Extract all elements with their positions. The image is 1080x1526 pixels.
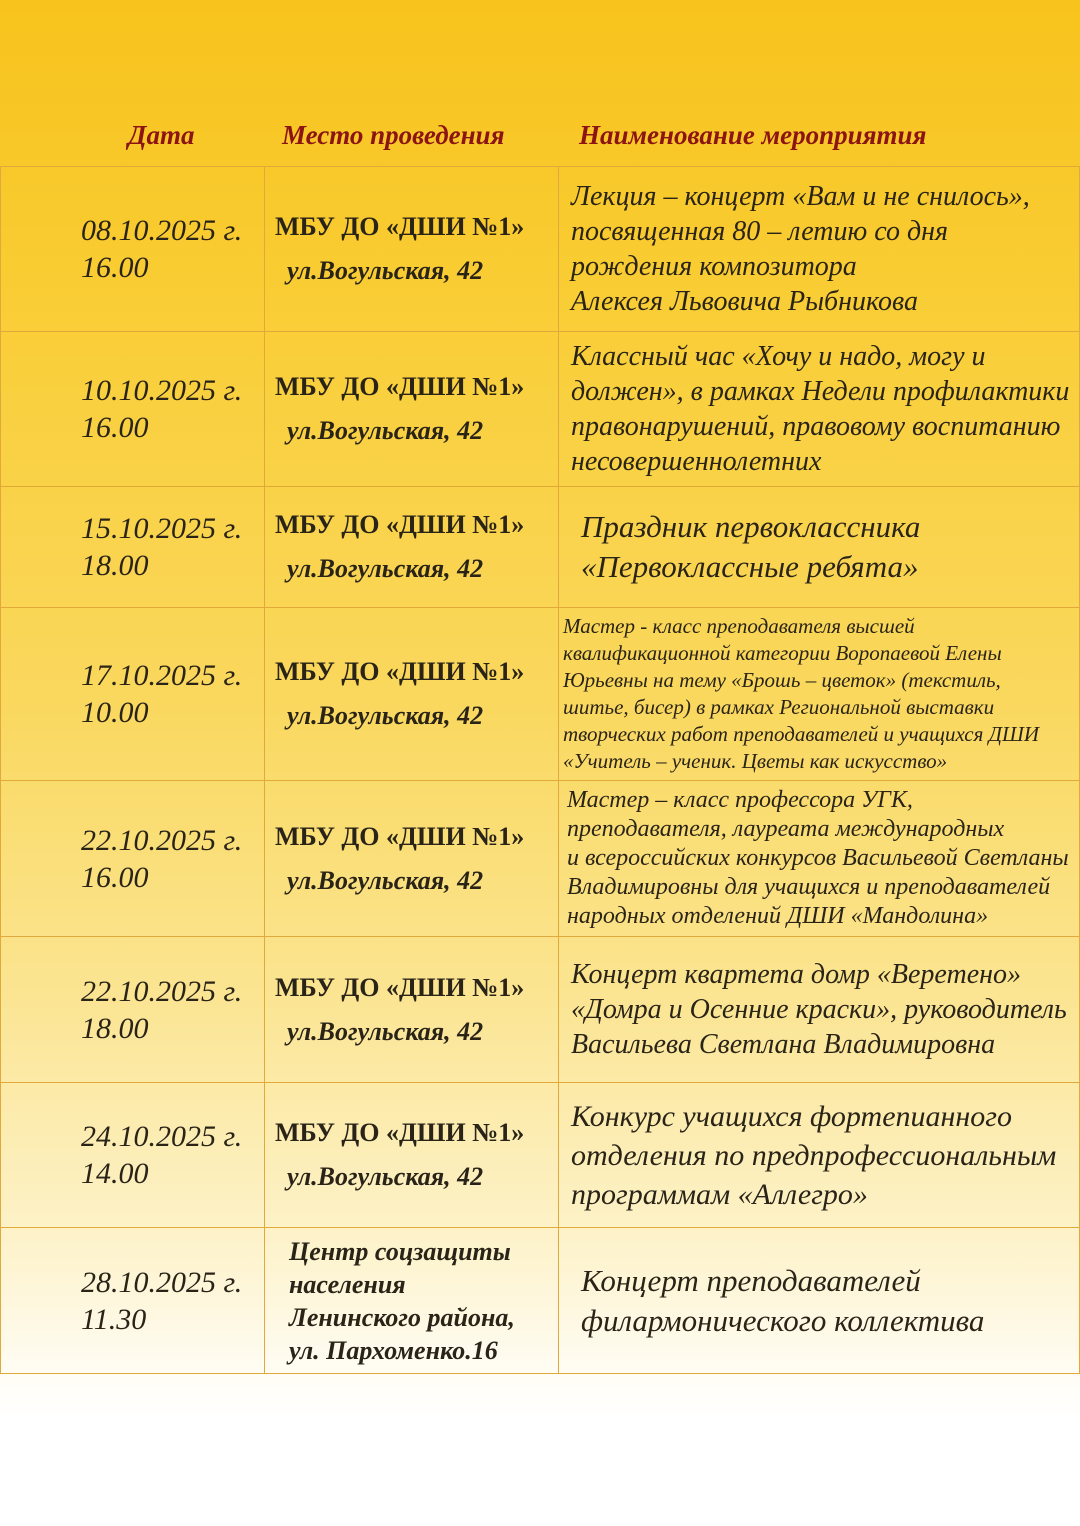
place-org: МБУ ДО «ДШИ №1» bbox=[275, 821, 525, 851]
place-address: ул.Вогульская, 42 bbox=[287, 416, 484, 445]
event-line: Лекция – концерт «Вам и не снилось», bbox=[571, 181, 1030, 212]
event-date: 28.10.2025 г. bbox=[81, 1265, 243, 1299]
place-line: ул. Пархоменко.16 bbox=[289, 1335, 498, 1365]
date-cell bbox=[1, 332, 265, 487]
place-cell bbox=[265, 487, 559, 608]
place-org: МБУ ДО «ДШИ №1» bbox=[275, 510, 525, 539]
event-time: 14.00 bbox=[81, 1157, 149, 1190]
table-row bbox=[1, 487, 1080, 608]
place-address: ул.Вогульская, 42 bbox=[287, 256, 484, 285]
place-cell bbox=[265, 781, 559, 937]
events-table bbox=[0, 166, 1080, 1374]
event-line: должен», в рамках Недели профилактики bbox=[571, 376, 1070, 407]
table-row bbox=[1, 332, 1080, 487]
event-date: 10.10.2025 г. bbox=[81, 374, 243, 407]
place-address: ул.Вогульская, 42 bbox=[287, 554, 484, 583]
event-line: Мастер - класс преподавателя высшей bbox=[563, 614, 915, 638]
event-line: отделения по предпрофессиональным bbox=[571, 1138, 1057, 1172]
event-line: Концерт преподавателей bbox=[581, 1262, 921, 1298]
event-time: 16.00 bbox=[81, 251, 149, 284]
table-row bbox=[1, 781, 1080, 937]
event-cell bbox=[559, 937, 1080, 1083]
event-line: народных отделений ДШИ «Мандолина» bbox=[567, 903, 989, 929]
event-time: 18.00 bbox=[81, 549, 149, 582]
event-line: творческих работ преподавателей и учащихся ДШИ bbox=[563, 722, 1040, 746]
table-row bbox=[1, 608, 1080, 781]
header-place: Место проведения bbox=[282, 120, 505, 150]
date-cell bbox=[1, 781, 265, 937]
place-address: ул.Вогульская, 42 bbox=[287, 865, 484, 895]
event-line: Классный час «Хочу и надо, могу и bbox=[571, 341, 986, 372]
place-line: Ленинского района, bbox=[289, 1302, 515, 1332]
date-cell bbox=[1, 1083, 265, 1228]
event-line: и всероссийских конкурсов Васильевой Светланы bbox=[567, 845, 1069, 871]
place-cell bbox=[265, 332, 559, 487]
event-line: посвященная 80 – летию со дня bbox=[571, 216, 949, 247]
date-cell bbox=[1, 937, 265, 1083]
event-cell bbox=[559, 167, 1080, 332]
place-org: МБУ ДО «ДШИ №1» bbox=[275, 972, 525, 1002]
event-line: филармонического коллектива bbox=[581, 1302, 985, 1338]
place-org: МБУ ДО «ДШИ №1» bbox=[275, 372, 525, 401]
event-line: рождения композитора bbox=[571, 251, 857, 282]
event-cell bbox=[559, 1083, 1080, 1228]
place-org: МБУ ДО «ДШИ №1» bbox=[275, 212, 525, 241]
event-date: 08.10.2025 г. bbox=[81, 214, 243, 247]
place-org: МБУ ДО «ДШИ №1» bbox=[275, 1118, 525, 1147]
place-cell bbox=[265, 608, 559, 781]
event-date: 17.10.2025 г. bbox=[81, 659, 243, 692]
event-line: шитье, бисер) в рамках Региональной выставки bbox=[563, 695, 995, 719]
event-time: 16.00 bbox=[81, 411, 149, 444]
place-org: МБУ ДО «ДШИ №1» bbox=[275, 657, 525, 686]
place-line: населения bbox=[289, 1269, 406, 1299]
event-line: несовершеннолетних bbox=[571, 446, 822, 477]
event-line: Мастер – класс профессора УГК, bbox=[567, 787, 913, 813]
table-row bbox=[1, 937, 1080, 1083]
event-line: правонарушений, правовому воспитанию bbox=[571, 411, 1061, 442]
event-line: квалификационной категории Воропаевой Елены bbox=[563, 641, 1002, 665]
place-cell bbox=[265, 1083, 559, 1228]
event-time: 10.00 bbox=[81, 696, 149, 729]
event-line: «Учитель – ученик. Цветы как искусство» bbox=[563, 749, 948, 773]
event-line: программам «Аллегро» bbox=[571, 1177, 868, 1211]
event-line: «Первоклассные ребята» bbox=[581, 549, 919, 584]
date-cell bbox=[1, 167, 265, 332]
event-line: преподавателя, лауреата международных bbox=[567, 816, 1005, 842]
event-line: Концерт квартета домр «Веретено» bbox=[571, 959, 1022, 990]
event-date: 15.10.2025 г. bbox=[81, 512, 243, 545]
event-time: 18.00 bbox=[81, 1011, 149, 1045]
event-line: «Домра и Осенние краски», руководитель bbox=[571, 994, 1067, 1025]
event-cell bbox=[559, 781, 1080, 937]
header-event: Наименование мероприятия bbox=[579, 120, 927, 150]
date-cell bbox=[1, 487, 265, 608]
event-line: Владимировны для учащихся и преподавателей bbox=[567, 874, 1051, 900]
place-address: ул.Вогульская, 42 bbox=[287, 701, 484, 730]
event-line: Алексея Львовича Рыбникова bbox=[571, 286, 919, 317]
event-cell bbox=[559, 608, 1080, 781]
event-line: Юрьевны на тему «Брошь – цветок» (текстиль, bbox=[563, 668, 1001, 692]
event-line: Праздник первоклассника bbox=[581, 509, 921, 544]
event-cell bbox=[559, 332, 1080, 487]
event-line: Васильева Светлана Владимировна bbox=[571, 1029, 996, 1060]
event-cell bbox=[559, 487, 1080, 608]
event-date: 22.10.2025 г. bbox=[81, 974, 243, 1008]
header-date: Дата bbox=[128, 120, 195, 150]
place-address: ул.Вогульская, 42 bbox=[287, 1016, 484, 1046]
place-address: ул.Вогульская, 42 bbox=[287, 1162, 484, 1191]
place-line: Центр соцзащиты bbox=[289, 1236, 511, 1266]
event-line: Конкурс учащихся фортепианного bbox=[571, 1099, 1012, 1133]
table-row bbox=[1, 1083, 1080, 1228]
place-cell bbox=[265, 167, 559, 332]
table-row bbox=[1, 1228, 1080, 1374]
date-cell bbox=[1, 608, 265, 781]
event-time: 11.30 bbox=[81, 1302, 147, 1336]
place-cell bbox=[265, 1228, 559, 1374]
date-cell bbox=[1, 1228, 265, 1374]
event-time: 16.00 bbox=[81, 860, 149, 894]
table-row bbox=[1, 167, 1080, 332]
place-cell bbox=[265, 937, 559, 1083]
event-cell bbox=[559, 1228, 1080, 1374]
event-date: 22.10.2025 г. bbox=[81, 823, 243, 857]
event-date: 24.10.2025 г. bbox=[81, 1120, 243, 1153]
